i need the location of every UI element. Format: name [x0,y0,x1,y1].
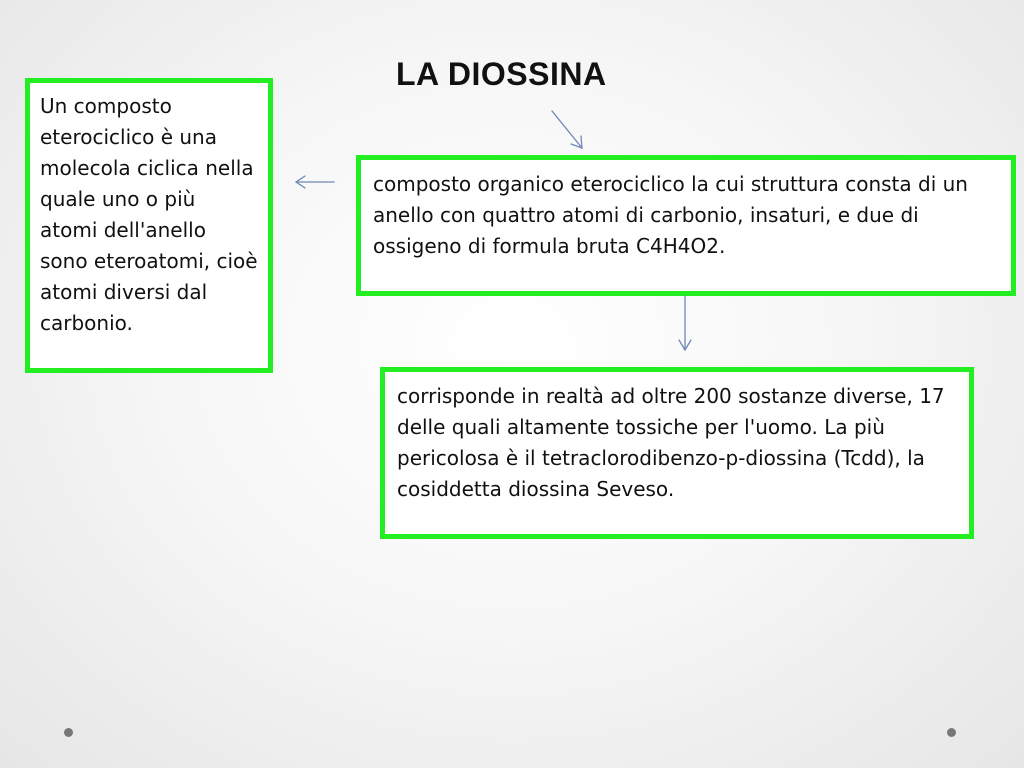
arrow-title-to-description [552,111,582,148]
arrow-description-to-details [679,296,691,350]
description-box: composto organico eterociclico la cui struttura consta di un anello con quattro atomi di carbonio, insaturi, e due di ossigeno di formula bruta C4H4O2. [356,155,1016,296]
slide-title: LA DIOSSINA [396,56,607,92]
decorative-dot-left [64,728,73,737]
definition-box: Un composto eterociclico è una molecola ciclica nella quale uno o più atomi dell'anello sono eteroatomi, cioè atomi diversi dal carbonio. [25,78,273,373]
decorative-dot-right [947,728,956,737]
details-box: corrisponde in realtà ad oltre 200 sostanze diverse, 17 delle quali altamente tossiche per l'uomo. La più pericolosa è il tetraclorodibenzo-p-diossina (Tcdd), la cosiddetta diossina Seveso. [380,367,974,539]
arrow-description-to-definition [296,176,334,188]
